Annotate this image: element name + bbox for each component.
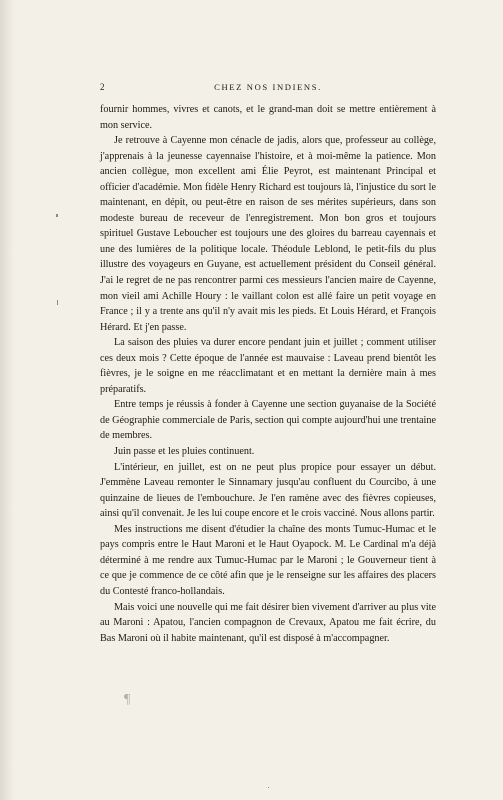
paragraph: Je retrouve à Cayenne mon cénacle de jadis, alors que, professeur au collège, j'apprenais à la jeunesse cayennaise l'histoire, et à moi-même la patience. Mon ancien collègue, mon excellent ami Élie Peyrot, est maintenant Principal et officier d'académie. Mon fidèle Henry Richard est toujours là, l'injustice du sort le maintenant, en dépit, ou peut-être en raison de ses mérites supérieurs, dans son modeste bureau de receveur de l'enregistrement. Mon bon gros et toujours spirituel Gustave Leboucher est toujours une des gloires du barreau cayennais et une des lumières de la politique locale. Théodule Leblond, le petit-fils du plus illustre des voyageurs en Guyane, est actuellement président du Conseil général. J'ai le regret de ne pas rencontrer parmi ces messieurs l'ancien maire de Cayenne, mon vieil ami Achille Houry : le vaillant colon est allé faire un petit voyage en France ; il y a trente ans qu'il n'y avait mis les pieds. Et Louis Hérard, et François Hérard. Et j'en passe. xyxy=(100,135,436,333)
paragraph: Juin passe et les pluies continuent. xyxy=(114,446,255,458)
paragraph: Mais voici une nouvelle qui me fait désirer bien vivement d'arriver au plus vite au Maroni : Apatou, l'ancien compagnon de Crevaux, Apatou me fait écrire, du Bas Maroni où il habite maintenant, qu'il est disposé à m'accompagner. xyxy=(100,601,436,644)
paragraph: Mes instructions me disent d'étudier la chaîne des monts Tumuc-Humac et le pays compris entre le Haut Maroni et le Haut Oyapock. M. Le Cardinal m'a déjà déterminé à me rendre aux Tumuc-Humac par le Maroni ; le Gouverneur tient à ce que je commence de ce côté afin que je le renseigne sur les affaires des placers du Contesté franco-hollandais. xyxy=(100,523,436,597)
paper-speck xyxy=(56,214,58,217)
binding-shadow xyxy=(0,0,14,800)
paragraph: Entre temps je réussis à fonder à Cayenne une section guyanaise de la Société de Géographie commerciale de Paris, section qui compte aujourd'hui une trentaine de membres. xyxy=(100,399,436,442)
page-number: 2 xyxy=(100,82,105,92)
running-head: CHEZ NOS INDIENS. xyxy=(214,82,322,92)
paper-speck xyxy=(57,300,58,305)
paragraph: fournir hommes, vivres et canots, et le grand-man doit se mettre entièrement à mon service. xyxy=(100,104,436,131)
paragraph: L'intérieur, en juillet, est on ne peut plus propice pour essayer un début. J'emmène Laveau remonter le Sinnamary jusqu'au confluent du Courcibo, à une quinzaine de lieues de l'embouchure. Je l'en ramène avec des fièvres copieuses, ainsi qu'il convenait. Je les lui coupe encore et le crois vacciné. Nous allons partir. xyxy=(100,461,436,520)
page-header xyxy=(100,80,436,98)
paragraph: La saison des pluies va durer encore pendant juin et juillet ; comment utiliser ces deux mois ? Cette époque de l'année est mauvaise : Laveau prend bientôt les fièvres, je le soigne en me réacclimatant et en mettant la dernière main à mes préparatifs. xyxy=(100,337,436,395)
paper-speck xyxy=(268,787,269,788)
folio-mark: ¶ xyxy=(124,692,131,707)
page-content xyxy=(100,80,436,646)
